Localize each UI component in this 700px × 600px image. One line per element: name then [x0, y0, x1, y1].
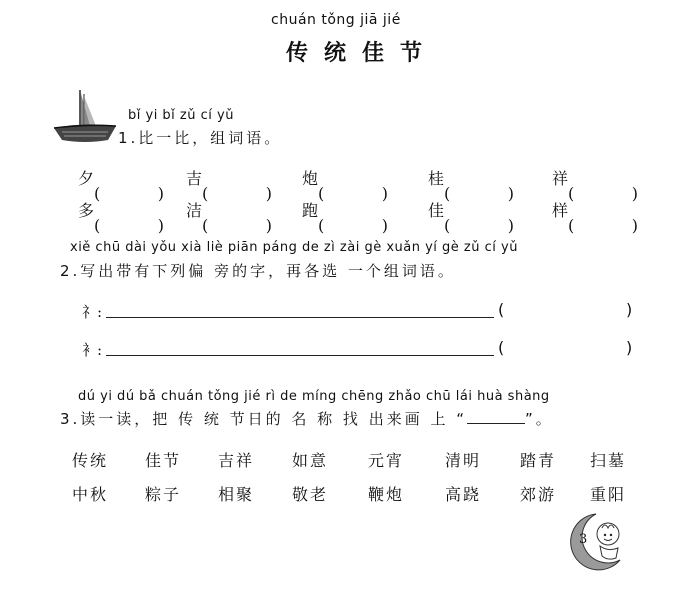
- s1-r2-c3: 跑: [302, 201, 319, 220]
- page-number: 3: [579, 532, 588, 547]
- s1-r1-c5: 祥: [552, 169, 569, 188]
- underline-sample: [467, 409, 525, 424]
- word-item[interactable]: 相聚: [218, 485, 255, 504]
- word-item[interactable]: 敬老: [292, 485, 329, 504]
- word-item[interactable]: 踏青: [520, 451, 557, 470]
- word-item[interactable]: 清明: [445, 451, 482, 470]
- word-item[interactable]: 扫墓: [590, 451, 627, 470]
- word-item[interactable]: 中秋: [72, 485, 109, 504]
- page-title: 传统佳节: [286, 40, 439, 66]
- s1-r2-c5: 样: [552, 201, 569, 220]
- title-pinyin: chuán tǒng jiā jié: [271, 12, 401, 28]
- word-item[interactable]: 佳节: [145, 451, 182, 470]
- word-item[interactable]: 重阳: [590, 485, 627, 504]
- radical-yi: 衤:: [82, 341, 103, 359]
- word-item[interactable]: 鞭炮: [368, 485, 405, 504]
- section1-instruction: 1.比一比，组词语。: [118, 129, 283, 147]
- section3-instruction: 3.读一读，把 传 统 节日的 名 称 找 出来画 上 “ ”。: [60, 410, 554, 428]
- writing-line-2[interactable]: [106, 355, 494, 356]
- s1-r2-c4: 佳: [428, 201, 445, 220]
- sailboat-icon: [50, 86, 120, 148]
- answer-paren-open-1: (: [498, 300, 505, 319]
- answer-paren-close-2: ): [626, 338, 633, 357]
- word-item[interactable]: 吉祥: [218, 451, 255, 470]
- s1-r1-c1: 夕: [78, 169, 95, 188]
- s1-r2-c1: 多: [78, 201, 95, 220]
- s1-r1-c2: 吉: [186, 169, 203, 188]
- s1-r2-c2: 洁: [186, 201, 203, 220]
- word-item[interactable]: 传统: [72, 451, 109, 470]
- section2-instruction: 2.写出带有下列偏 旁的字，再各选 一个组词语。: [60, 262, 456, 280]
- radical-shi: 礻:: [82, 303, 103, 321]
- writing-line-1[interactable]: [106, 317, 494, 318]
- word-item[interactable]: 如意: [292, 451, 329, 470]
- s1-r1-c3: 炮: [302, 169, 319, 188]
- moon-character-icon: [562, 508, 632, 574]
- word-item[interactable]: 高跷: [445, 485, 482, 504]
- answer-paren-close-1: ): [626, 300, 633, 319]
- word-item[interactable]: 粽子: [145, 485, 182, 504]
- word-item[interactable]: 元宵: [368, 451, 405, 470]
- answer-paren-open-2: (: [498, 338, 505, 357]
- s1-r1-c4: 桂: [428, 169, 445, 188]
- section3-pinyin: dú yi dú bǎ chuán tǒng jié rì de míng chēng zhǎo chū lái huà shàng: [78, 389, 550, 404]
- section2-pinyin: xiě chū dài yǒu xià liè piān páng de zì zài gè xuǎn yí gè zǔ cí yǔ: [70, 240, 518, 255]
- section1-pinyin: bǐ yi bǐ zǔ cí yǔ: [128, 108, 234, 123]
- word-item[interactable]: 郊游: [520, 485, 557, 504]
